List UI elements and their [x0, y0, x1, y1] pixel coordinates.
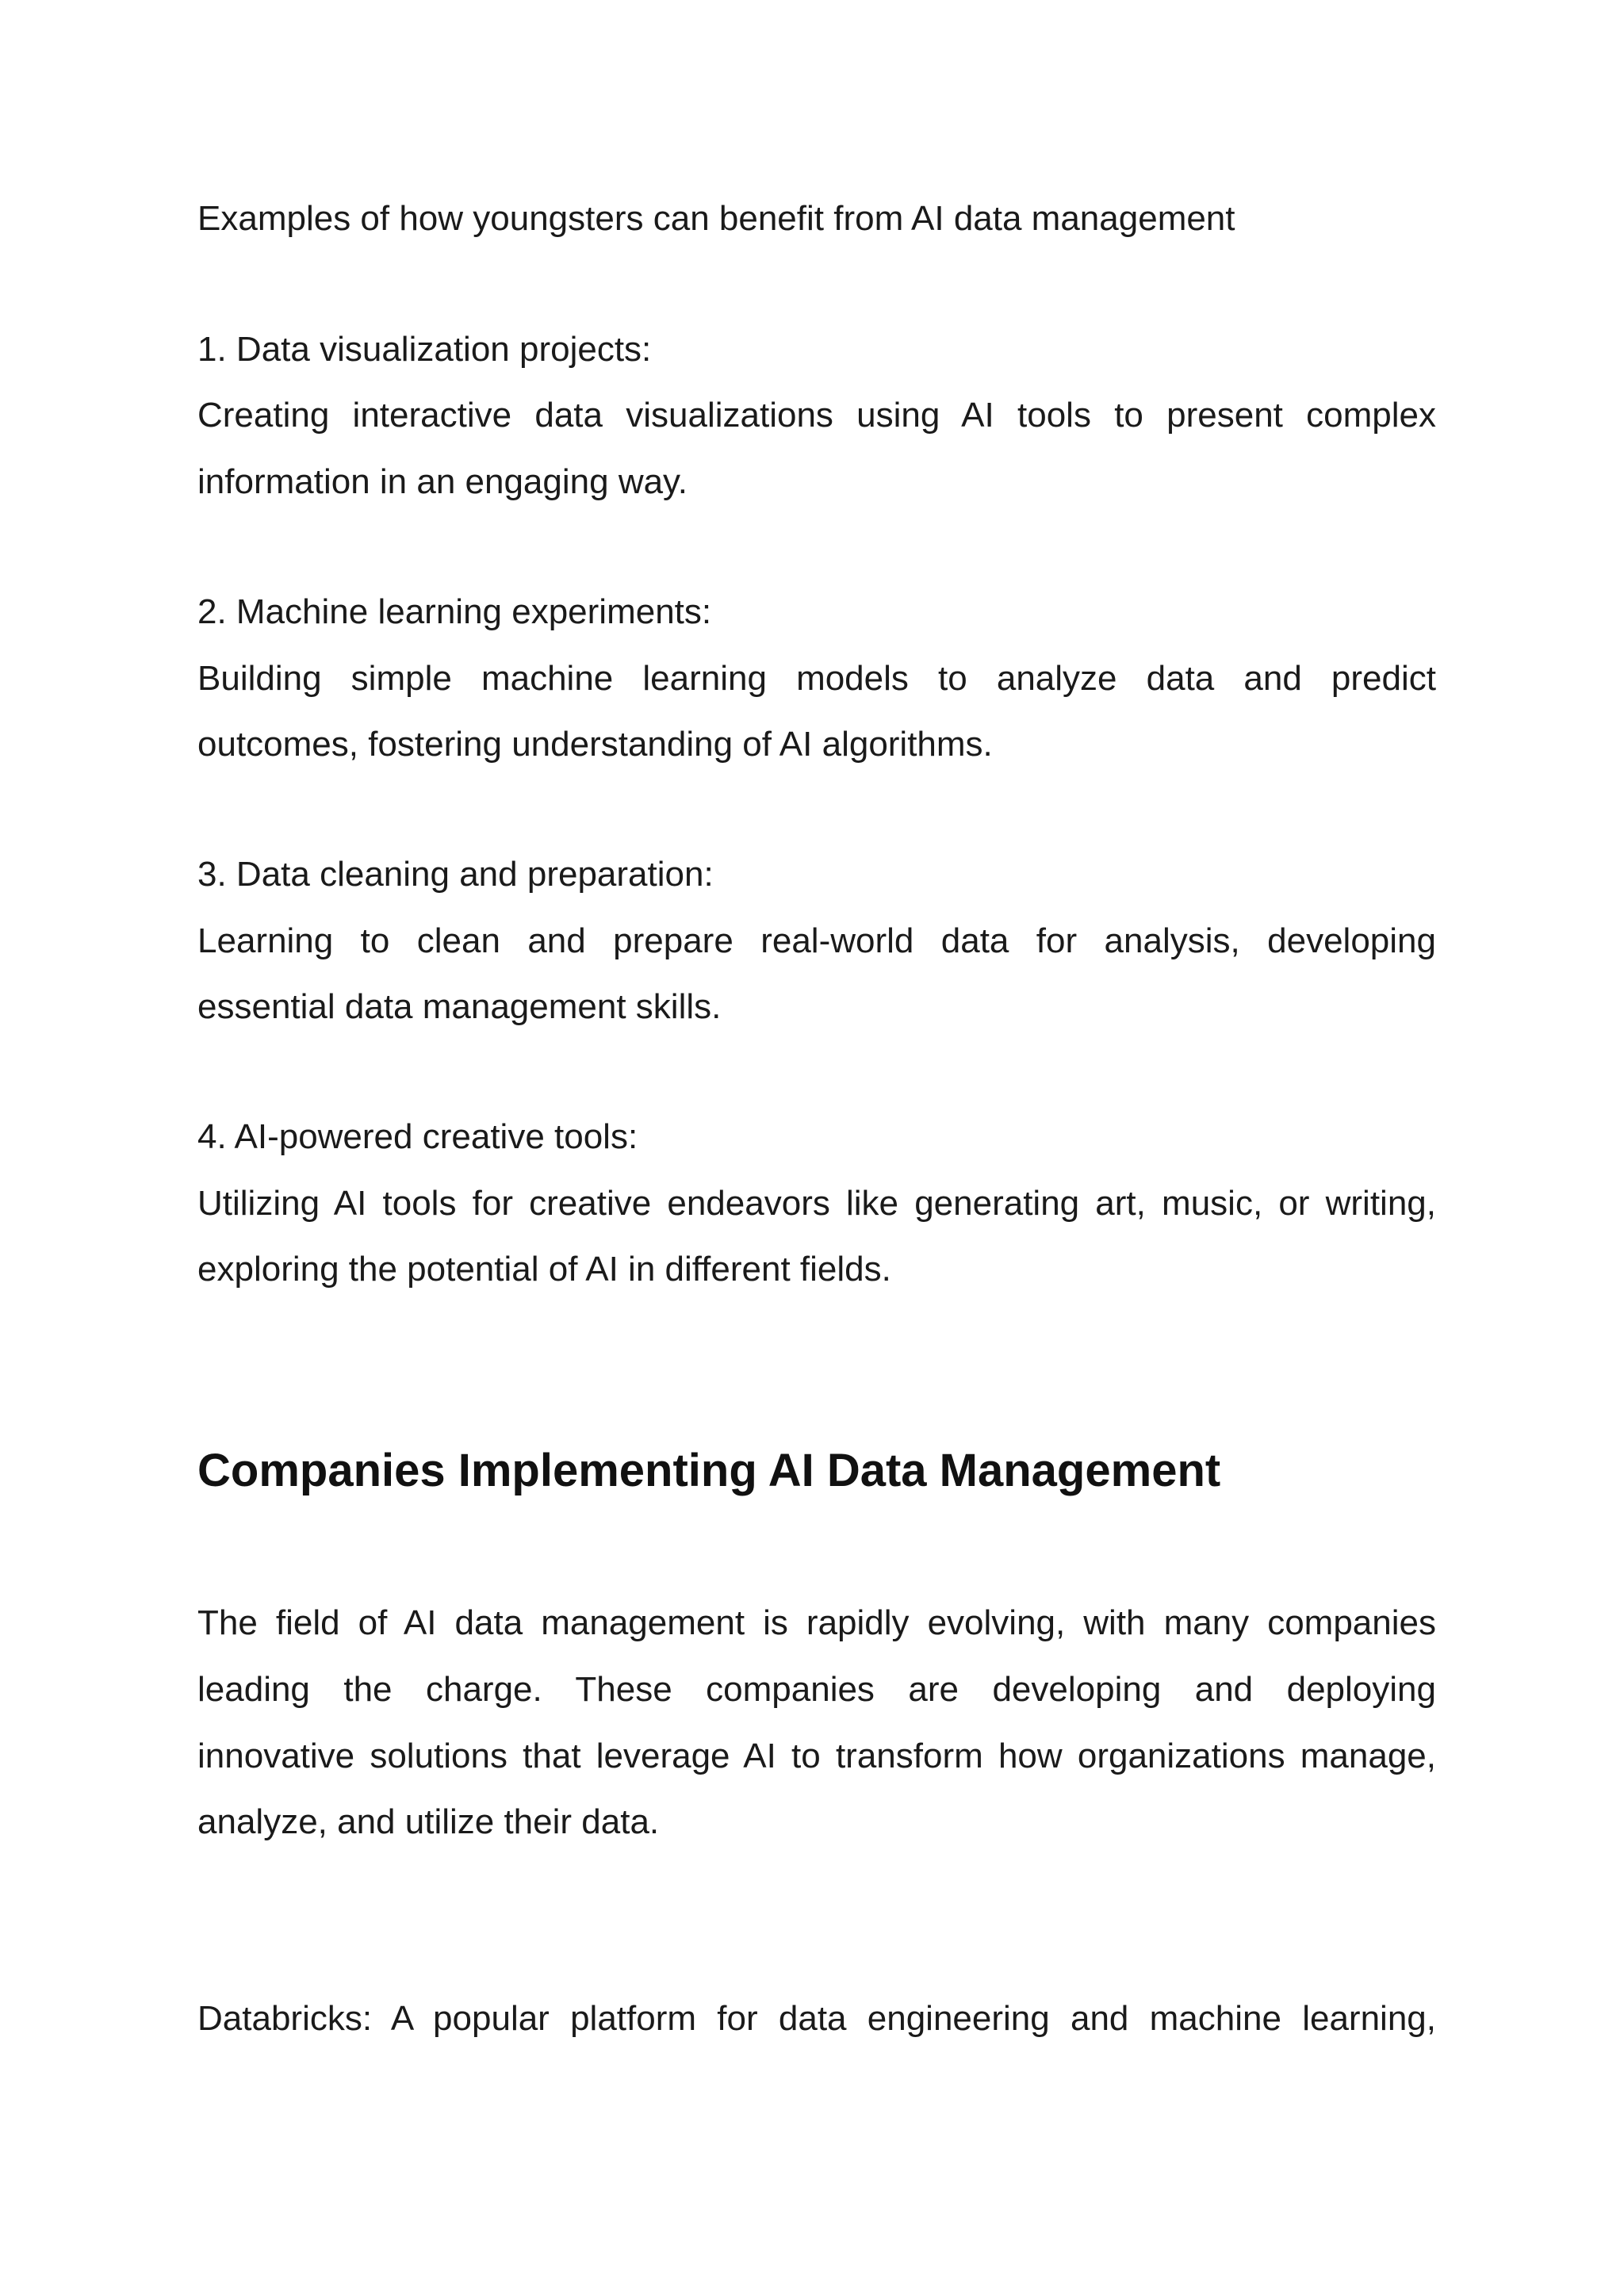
- databricks-line: Databricks: A popular platform for data engineering and machine learning,: [197, 1999, 1436, 2038]
- example-1-heading: 1. Data visualization projects:: [197, 330, 652, 369]
- example-1-line-2: information in an engaging way.: [197, 462, 688, 501]
- example-3-line-2: essential data management skills.: [197, 987, 722, 1026]
- section-paragraph-line-4: analyze, and utilize their data.: [197, 1802, 660, 1841]
- example-2-heading: 2. Machine learning experiments:: [197, 592, 712, 631]
- section-heading: Companies Implementing AI Data Management: [197, 1445, 1221, 1496]
- example-4-line-2: exploring the potential of AI in different fields.: [197, 1250, 891, 1289]
- example-4-heading: 4. AI-powered creative tools:: [197, 1117, 638, 1156]
- example-4-line-1: Utilizing AI tools for creative endeavors like generating art, music, or writing,: [197, 1184, 1436, 1223]
- example-2-line-1: Building simple machine learning models to analyze data and predict: [197, 659, 1436, 698]
- section-paragraph-line-3: innovative solutions that leverage AI to transform how organizations manage,: [197, 1737, 1436, 1775]
- example-1-line-1: Creating interactive data visualizations using AI tools to present complex: [197, 396, 1436, 435]
- example-3-heading: 3. Data cleaning and preparation:: [197, 855, 714, 894]
- example-2-line-2: outcomes, fostering understanding of AI algorithms.: [197, 725, 993, 764]
- section-paragraph-line-2: leading the charge. These companies are developing and deploying: [197, 1670, 1436, 1709]
- section-paragraph-line-1: The field of AI data management is rapidly evolving, with many companies: [197, 1603, 1436, 1642]
- example-3-line-1: Learning to clean and prepare real-world data for analysis, developing: [197, 921, 1436, 960]
- intro-title: Examples of how youngsters can benefit from AI data management: [197, 199, 1235, 238]
